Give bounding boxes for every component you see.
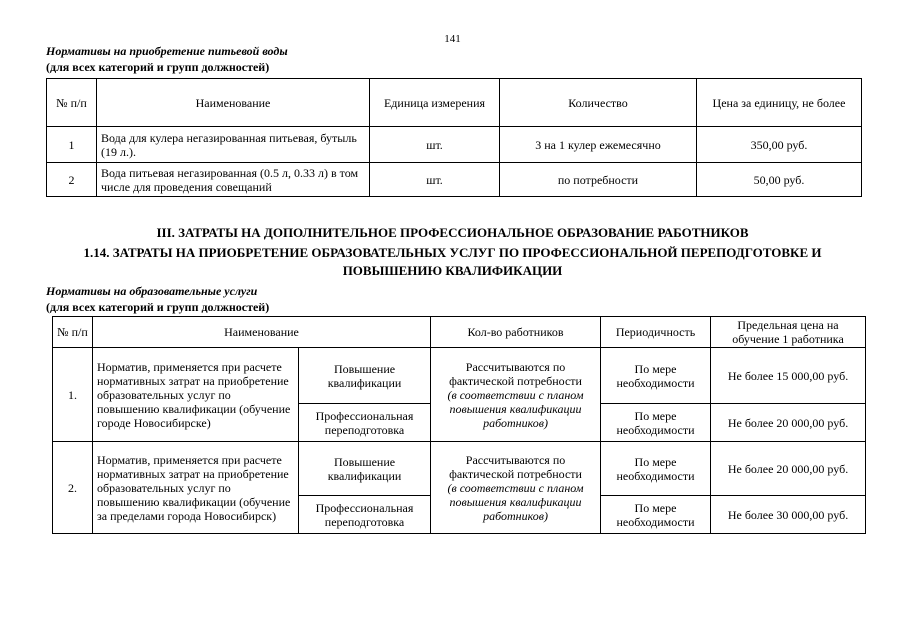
row-quantity: по потребности — [500, 163, 697, 197]
header-price: Цена за единицу, не более — [697, 79, 862, 127]
row-quantity: 3 на 1 кулер ежемесячно — [500, 127, 697, 163]
row-price: Не более 20 000,00 руб. — [711, 442, 866, 496]
header-quantity: Количество — [500, 79, 697, 127]
header-period: Периодичность — [601, 317, 711, 348]
workers-note: (в соответствии с планом повышения квалификации работников) — [447, 387, 584, 430]
row-num: 1 — [47, 127, 97, 163]
education-norms-subtitle: (для всех категорий и групп должностей) — [46, 300, 270, 314]
row-price: Не более 30 000,00 руб. — [711, 496, 866, 534]
row-num: 2. — [53, 442, 93, 534]
row-description: Норматив, применяется при расчете нормативных затрат на приобретение образовательных услуг по повышению квалификации (обучение за пределами города Новосибирск) — [93, 442, 299, 534]
row-period: По мере необходимости — [601, 404, 711, 442]
row-period: По мере необходимости — [601, 348, 711, 404]
row-workers — [431, 442, 601, 534]
education-norms-title: Нормативы на образовательные услуги — [46, 284, 258, 298]
row-period: По мере необходимости — [601, 442, 711, 496]
row-num: 1. — [53, 348, 93, 442]
row-name: Вода для кулера негазированная питьевая, бутыль (19 л.). — [97, 127, 370, 163]
row-name: Вода питьевая негазированная (0.5 л, 0.33 л) в том числе для проведения совещаний — [97, 163, 370, 197]
row-type: Профессиональная переподготовка — [299, 496, 431, 534]
table-header-row — [53, 317, 866, 348]
row-price: 350,00 руб. — [697, 127, 862, 163]
header-num: № п/п — [47, 79, 97, 127]
water-norms-subtitle: (для всех категорий и групп должностей) — [46, 60, 270, 74]
row-price: Не более 15 000,00 руб. — [711, 348, 866, 404]
subsection-heading-line1: 1.14. ЗАТРАТЫ НА ПРИОБРЕТЕНИЕ ОБРАЗОВАТЕЛЬНЫХ УСЛУГ ПО ПРОФЕССИОНАЛЬНОЙ ПЕРЕПОДГОТОВКЕ И — [83, 245, 822, 260]
table-header-row — [47, 79, 862, 127]
workers-main: Рассчитываются по фактической потребности — [449, 359, 582, 388]
table-row — [47, 127, 862, 163]
row-type: Повышение квалификации — [299, 442, 431, 496]
header-name: Наименование — [93, 317, 431, 348]
row-unit: шт. — [370, 163, 500, 197]
row-type: Профессиональная переподготовка — [299, 404, 431, 442]
water-norms-title: Нормативы на приобретение питьевой воды — [46, 44, 288, 58]
row-price: 50,00 руб. — [697, 163, 862, 197]
page-number: 141 — [444, 33, 461, 45]
table-row — [47, 163, 862, 197]
row-type: Повышение квалификации — [299, 348, 431, 404]
workers-main: Рассчитываются по фактической потребности — [449, 452, 582, 481]
workers-note: (в соответствии с планом повышения квалификации работников) — [447, 480, 584, 523]
section-heading: III. ЗАТРАТЫ НА ДОПОЛНИТЕЛЬНОЕ ПРОФЕССИОНАЛЬНОЕ ОБРАЗОВАНИЕ РАБОТНИКОВ — [156, 225, 749, 240]
header-workers: Кол-во работников — [431, 317, 601, 348]
row-num: 2 — [47, 163, 97, 197]
subsection-heading-line2: ПОВЫШЕНИЮ КВАЛИФИКАЦИИ — [342, 263, 563, 278]
header-unit: Единица измерения — [370, 79, 500, 127]
education-norms-table — [52, 316, 866, 534]
row-period: По мере необходимости — [601, 496, 711, 534]
row-unit: шт. — [370, 127, 500, 163]
header-price: Предельная цена на обучение 1 работника — [711, 317, 866, 348]
row-workers — [431, 348, 601, 442]
row-price: Не более 20 000,00 руб. — [711, 404, 866, 442]
table-row — [53, 348, 866, 404]
header-num: № п/п — [53, 317, 93, 348]
header-name: Наименование — [97, 79, 370, 127]
water-norms-table — [46, 78, 862, 197]
row-description: Норматив, применяется при расчете нормативных затрат на приобретение образовательных услуг по повышению квалификации (обучение городе Новосибирске) — [93, 348, 299, 442]
table-row — [53, 442, 866, 496]
